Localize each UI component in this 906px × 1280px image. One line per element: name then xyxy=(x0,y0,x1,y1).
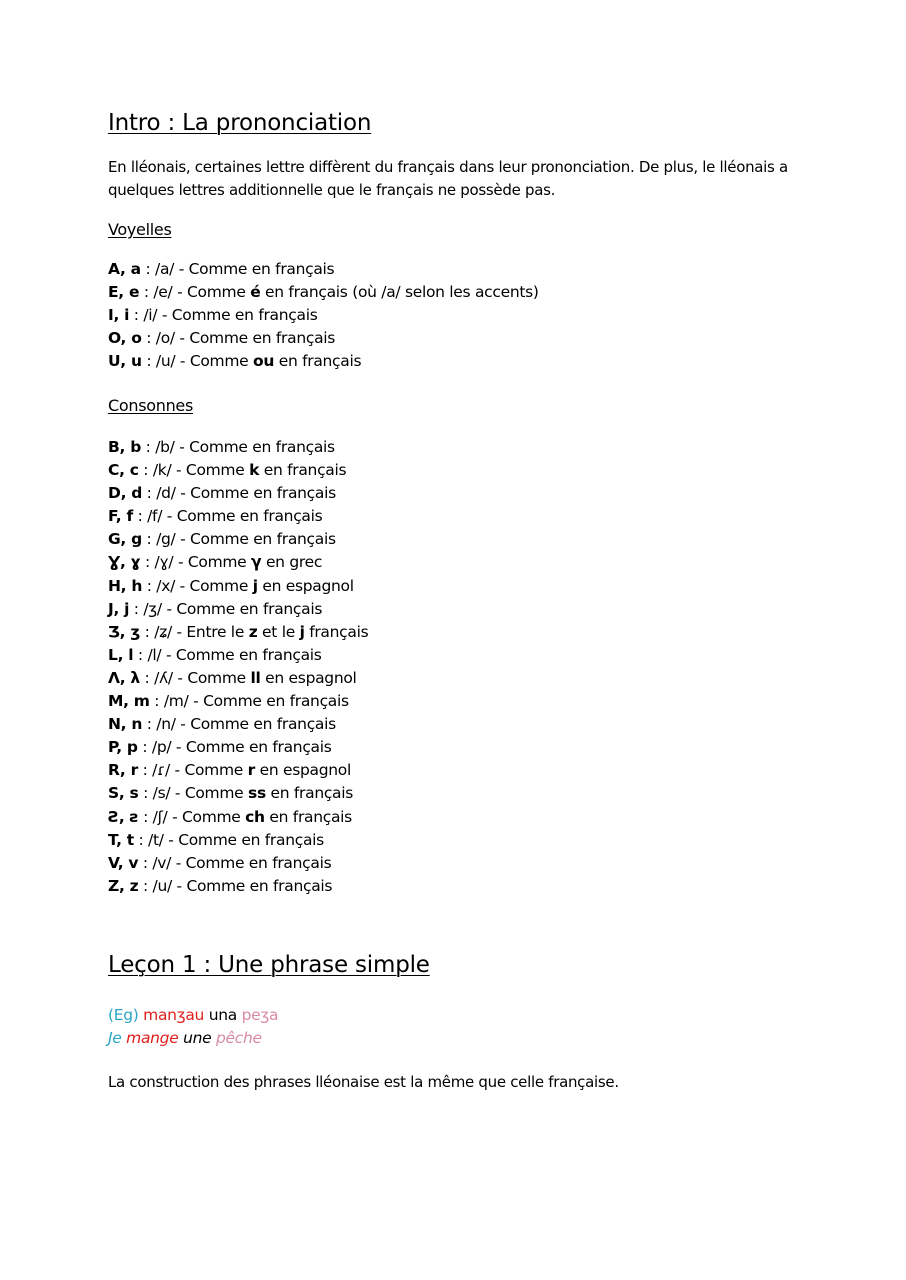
pronunciation-entry xyxy=(108,327,539,350)
entry-separator: : xyxy=(129,599,144,618)
entry-description: - Comme en français xyxy=(175,484,336,503)
entry-ipa: /ʒ/ xyxy=(143,599,162,618)
entry-ipa: /x/ xyxy=(156,576,175,595)
entry-keyword: é xyxy=(250,283,261,302)
pronunciation-entry xyxy=(108,575,368,598)
consonants-heading: Consonnes xyxy=(108,396,193,415)
entry-letters: H, h xyxy=(108,576,143,595)
entry-description-end: en espagnol xyxy=(260,668,357,687)
entry-letters: E, e xyxy=(108,283,140,302)
entry-letters: O, o xyxy=(108,329,142,348)
entry-ipa: /a/ xyxy=(155,260,175,278)
entry-description: - Entre le xyxy=(171,622,249,641)
entry-ipa: /u/ xyxy=(152,876,172,895)
entry-letters: G, g xyxy=(108,530,142,549)
entry-description: - Comme en français xyxy=(157,306,318,325)
entry-description: - Comme xyxy=(173,553,252,572)
entry-ipa: /ʃ/ xyxy=(152,807,168,826)
entry-separator: : xyxy=(141,329,156,348)
entry-letters: R, r xyxy=(108,761,138,780)
entry-description: - Comme en français xyxy=(174,329,336,348)
entry-ipa: /ɾ/ xyxy=(152,761,170,780)
entry-description-end: en espagnol xyxy=(257,576,354,595)
entry-description: - Comme en français xyxy=(175,715,336,734)
lesson1-paragraph: La construction des phrases lléonaise est la même que celle française. xyxy=(108,1073,619,1091)
entry-separator: : xyxy=(142,715,157,734)
entry-separator: : xyxy=(141,352,156,371)
pronunciation-entry xyxy=(108,350,539,373)
entry-separator: : xyxy=(149,692,164,711)
entry-keyword: j xyxy=(252,576,258,595)
pronunciation-entry xyxy=(108,436,368,459)
pronunciation-entry xyxy=(108,852,368,875)
entry-description: - Comme en français xyxy=(171,876,333,895)
consonants-list xyxy=(108,436,368,898)
entry-description: - Comme en français xyxy=(161,599,323,618)
entry-keyword: r xyxy=(247,761,255,780)
entry-description: - Comme en français xyxy=(175,530,336,549)
example-word: una xyxy=(204,1006,242,1024)
entry-ipa: /e/ xyxy=(153,283,173,302)
entry-letters: J, j xyxy=(108,599,130,618)
entry-letters: A, a xyxy=(108,260,141,278)
entry-description: - Comme en français xyxy=(174,260,335,278)
entry-description: - Comme en français xyxy=(171,853,332,872)
pronunciation-entry xyxy=(108,829,368,852)
pronunciation-entry xyxy=(108,258,539,281)
entry-description-end: en français xyxy=(259,461,347,480)
entry-keyword: γ xyxy=(251,553,262,572)
pronunciation-entry xyxy=(108,644,368,667)
entry-description-end: en français (où /a/ selon les accents) xyxy=(260,283,539,302)
entry-separator: : xyxy=(139,283,154,302)
pronunciation-entry xyxy=(108,759,368,782)
intro-paragraph: En lléonais, certaines lettre diffèrent du français dans leur prononciation. De plus, le lléonais a quelques lettres additionnelle que le français ne possède pas. xyxy=(108,158,788,199)
entry-separator: : xyxy=(139,668,155,687)
entry-separator: : xyxy=(140,553,155,572)
entry-ipa: /m/ xyxy=(163,692,189,711)
entry-description: - Comme en français xyxy=(174,438,335,456)
entry-description: - Comme xyxy=(175,352,253,371)
entry-description: - Comme en français xyxy=(171,738,332,757)
entry-letters: L, l xyxy=(108,645,134,664)
entry-ipa: /ʎ/ xyxy=(154,668,173,687)
entry-separator: : xyxy=(140,622,155,641)
entry-ipa: /n/ xyxy=(156,715,176,734)
entry-keyword: ll xyxy=(250,668,261,687)
entry-separator: : xyxy=(138,784,153,803)
pronunciation-entry xyxy=(108,505,368,528)
entry-ipa: /u/ xyxy=(155,352,176,371)
entry-description-end: et le xyxy=(257,622,300,641)
entry-separator: : xyxy=(133,645,148,664)
entry-separator: : xyxy=(137,761,153,780)
entry-keyword: k xyxy=(249,461,260,480)
pronunciation-entry xyxy=(108,690,368,713)
pronunciation-entry xyxy=(108,736,368,759)
entry-separator: : xyxy=(133,830,149,849)
entry-ipa: /s/ xyxy=(152,784,171,803)
entry-ipa: /l/ xyxy=(147,645,162,664)
entry-description: - Comme xyxy=(167,807,246,826)
pronunciation-entry xyxy=(108,875,368,898)
entry-separator: : xyxy=(142,484,157,503)
entry-ipa: /o/ xyxy=(155,329,175,348)
entry-separator: : xyxy=(138,853,153,872)
entry-description-end: en espagnol xyxy=(254,761,351,780)
entry-letters: B, b xyxy=(108,438,141,456)
entry-description: - Comme xyxy=(170,784,249,803)
example-word: peʒa xyxy=(241,1006,279,1024)
entry-ipa: /t/ xyxy=(148,830,164,849)
entry-separator: : xyxy=(141,530,157,549)
pronunciation-entry xyxy=(108,459,368,482)
entry-keyword: ou xyxy=(253,352,275,371)
example-word: une xyxy=(178,1029,216,1047)
pronunciation-entry xyxy=(108,528,368,551)
entry-description: - Comme en français xyxy=(162,507,323,526)
entry-separator: : xyxy=(141,438,156,456)
entry-separator: : xyxy=(138,461,153,480)
entry-letters: Ʌ, λ xyxy=(108,668,140,687)
lesson1-title: Leçon 1 : Une phrase simple xyxy=(108,952,430,978)
pronunciation-entry xyxy=(108,806,368,829)
entry-description: - Comme en français xyxy=(163,830,324,849)
entry-letters: Ƨ, ƨ xyxy=(108,807,139,826)
entry-ipa: /f/ xyxy=(147,507,163,526)
entry-letters: U, u xyxy=(108,352,142,371)
entry-letters: N, n xyxy=(108,715,143,734)
example-word: mange xyxy=(126,1029,179,1047)
entry-letters: P, p xyxy=(108,738,138,757)
entry-letters: Z, z xyxy=(108,876,139,895)
entry-letters: I, i xyxy=(108,306,130,325)
entry-letters: D, d xyxy=(108,484,143,503)
entry-description: - Comme xyxy=(175,576,253,595)
entry-letters: T, t xyxy=(108,830,134,849)
entry-ipa: /d/ xyxy=(156,484,176,503)
entry-description-end-2: français xyxy=(304,622,369,641)
entry-letters: Ʒ, ʒ xyxy=(108,622,140,641)
entry-keyword: ss xyxy=(248,784,266,803)
pronunciation-entry xyxy=(108,304,539,327)
entry-ipa: /i/ xyxy=(143,306,158,325)
entry-letters: S, s xyxy=(108,784,139,803)
pronunciation-entry xyxy=(108,281,539,304)
example-word: Je xyxy=(108,1029,122,1047)
entry-separator: : xyxy=(132,507,148,526)
pronunciation-entry xyxy=(108,551,368,574)
entry-separator: : xyxy=(138,807,153,826)
entry-description-end: en français xyxy=(274,352,362,371)
entry-ipa: /ɣ/ xyxy=(154,553,174,572)
entry-description: - Comme xyxy=(172,283,251,302)
pronunciation-entry xyxy=(108,667,368,690)
entry-ipa: /b/ xyxy=(155,438,175,456)
entry-ipa: /g/ xyxy=(156,530,176,549)
intro-title: Intro : La prononciation xyxy=(108,110,372,136)
pronunciation-entry xyxy=(108,482,368,505)
entry-letters: Ɣ, ɣ xyxy=(108,553,141,572)
entry-description-end: en français xyxy=(265,784,354,803)
example-word: pêche xyxy=(216,1029,262,1047)
entry-description: - Comme xyxy=(171,461,250,480)
example-translation-sentence xyxy=(108,1027,262,1050)
entry-letters: V, v xyxy=(108,853,139,872)
entry-description: - Comme xyxy=(169,761,248,780)
entry-ipa: /k/ xyxy=(152,461,172,480)
entry-ipa: /ʑ/ xyxy=(154,622,172,641)
pronunciation-entry xyxy=(108,782,368,805)
entry-letters: M, m xyxy=(108,692,150,711)
vowels-list xyxy=(108,258,539,373)
vowels-heading: Voyelles xyxy=(108,220,172,239)
entry-description: - Comme en français xyxy=(188,692,349,711)
entry-separator: : xyxy=(137,738,152,757)
entry-description-end: en grec xyxy=(261,553,323,572)
entry-description-end: en français xyxy=(264,807,352,826)
entry-letters: C, c xyxy=(108,461,139,480)
example-source-sentence xyxy=(108,1004,278,1027)
entry-separator: : xyxy=(138,876,153,895)
pronunciation-entry xyxy=(108,621,368,644)
entry-ipa: /p/ xyxy=(151,738,172,757)
pronunciation-entry xyxy=(108,713,368,736)
entry-letters: F, f xyxy=(108,507,133,526)
example-word: (Eg) xyxy=(108,1006,139,1024)
entry-keyword-2: j xyxy=(299,622,305,641)
pronunciation-entry xyxy=(108,598,368,621)
entry-keyword: ch xyxy=(245,807,265,826)
example-word: manʒau xyxy=(143,1006,205,1024)
entry-ipa: /v/ xyxy=(152,853,172,872)
entry-separator: : xyxy=(129,306,144,325)
entry-description: - Comme en français xyxy=(161,645,322,664)
entry-separator: : xyxy=(140,260,156,278)
entry-description: - Comme xyxy=(172,668,251,687)
entry-separator: : xyxy=(142,576,157,595)
entry-keyword: z xyxy=(248,622,258,641)
